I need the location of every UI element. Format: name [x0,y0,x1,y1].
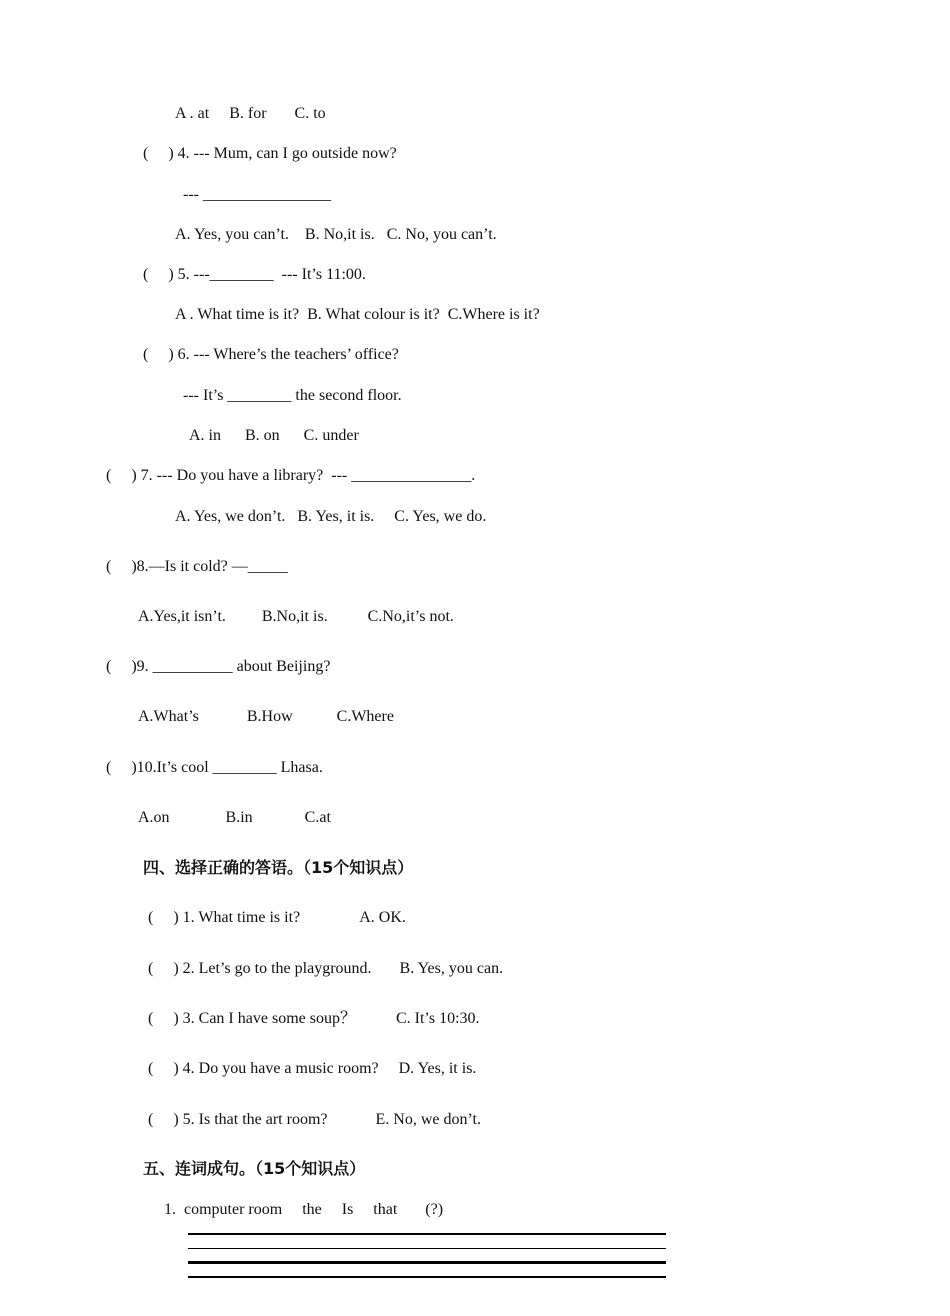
s4-q5: ( ) 5. Is that the art room? E. No, we don’t. [148,1111,481,1128]
answer-rule-4 [188,1276,666,1278]
q5-stem: ( ) 5. ---________ --- It’s 11:00. [143,266,366,283]
q6-stem: ( ) 6. --- Where’s the teachers’ office? [143,346,399,363]
q4-answer-blank: --- ________________ [183,186,331,203]
q10-stem: ( )10.It’s cool ________ Lhasa. [106,759,323,776]
section-4-heading: 四、选择正确的答语。（15个知识点） [143,858,414,877]
answer-rule-1 [188,1233,666,1235]
q4-options: A. Yes, you can’t. B. No,it is. C. No, you can’t. [175,226,497,243]
answer-rule-2 [188,1248,666,1249]
q7-stem: ( ) 7. --- Do you have a library? --- _______________. [106,467,476,484]
s5-q1: 1. computer room the Is that (?) [164,1201,444,1218]
q9-stem: ( )9. __________ about Beijing? [106,658,331,675]
section-5-heading: 五、连词成句。（15个知识点） [143,1159,366,1178]
answer-rule-3 [188,1261,666,1264]
s4-q2: ( ) 2. Let’s go to the playground. B. Yes, you can. [148,960,504,977]
q5-options: A . What time is it? B. What colour is it? C.Where is it? [175,306,540,323]
s4-q4: ( ) 4. Do you have a music room? D. Yes, it is. [148,1060,477,1077]
q3-options: A . at B. for C. to [175,105,326,122]
s4-q1: ( ) 1. What time is it? A. OK. [148,909,406,926]
q8-options: A.Yes,it isn’t. B.No,it is. C.No,it’s not. [138,608,454,625]
q6-answer: --- It’s ________ the second floor. [183,387,402,404]
q4-stem: ( ) 4. --- Mum, can I go outside now? [143,145,397,162]
q9-options: A.What’s B.How C.Where [138,708,394,725]
q6-options: A. in B. on C. under [189,427,359,444]
q10-options: A.on B.in C.at [138,809,331,826]
q8-stem: ( )8.—Is it cold? —_____ [106,558,288,575]
q7-options: A. Yes, we don’t. B. Yes, it is. C. Yes, we do. [175,508,487,525]
s4-q3: ( ) 3. Can I have some soup？ C. It’s 10:30. [148,1010,480,1027]
